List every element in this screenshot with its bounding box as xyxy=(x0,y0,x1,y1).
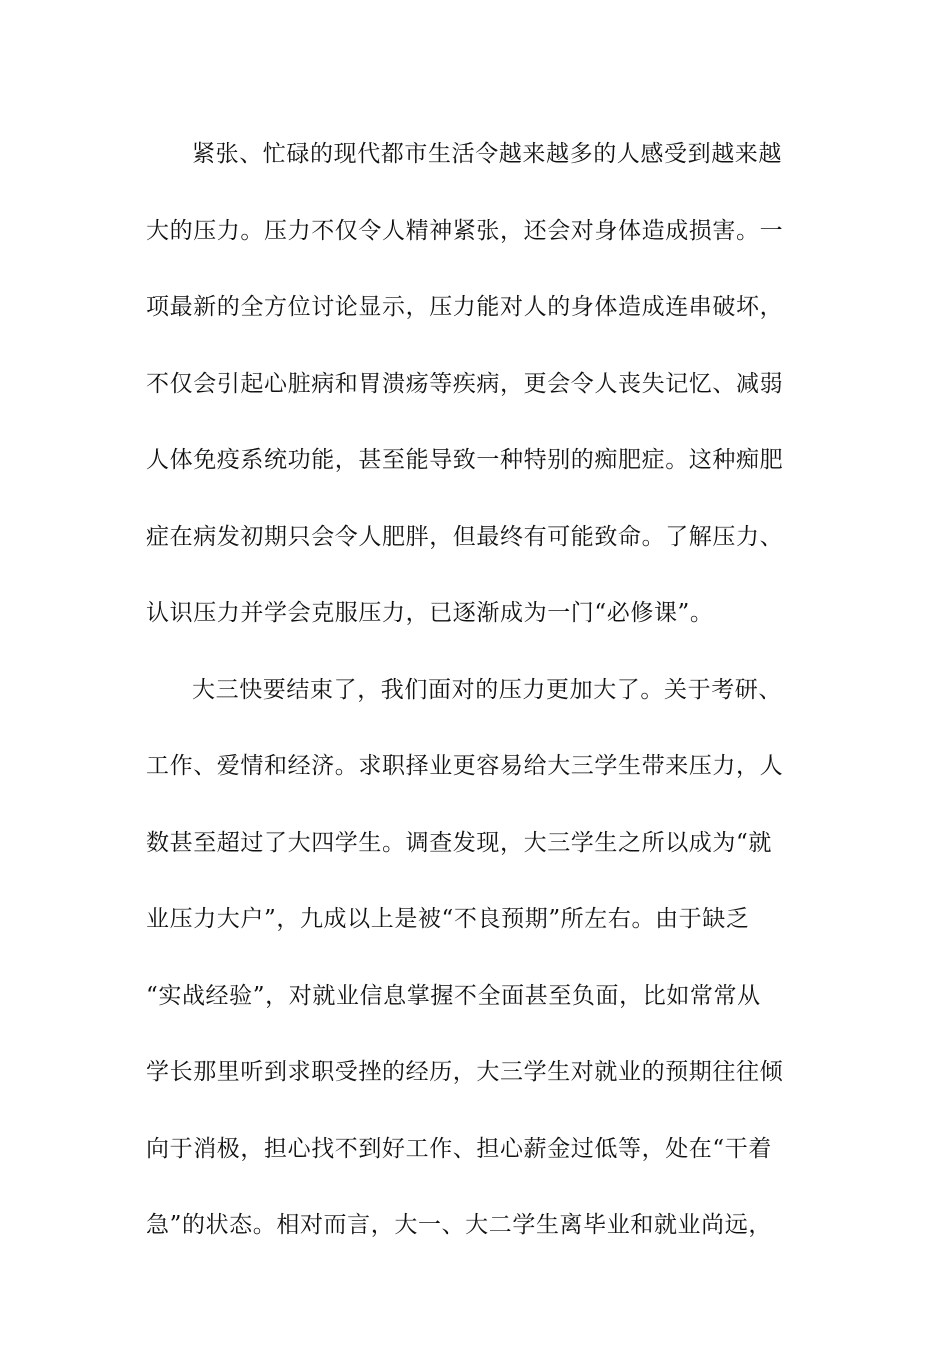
paragraph-line: 业压力大户”，九成以上是被“不良预期”所左右。由于缺乏 xyxy=(146,893,806,970)
paragraph-line: 症在病发初期只会令人肥胖，但最终有可能致命。了解压力、 xyxy=(146,511,806,588)
document-body xyxy=(146,128,806,1352)
paragraph-line: 急”的状态。相对而言，大一、大二学生离毕业和就业尚远， xyxy=(146,1199,806,1276)
paragraph-stress-intro xyxy=(146,128,806,664)
paragraph-line: 大三快要结束了，我们面对的压力更加大了。关于考研、 xyxy=(146,664,806,741)
paragraph-line: “实战经验”，对就业信息掌握不全面甚至负面，比如常常从 xyxy=(146,970,806,1047)
paragraph-junior-year xyxy=(146,664,806,1352)
paragraph-line: 认识压力并学会克服压力，已逐渐成为一门“必修课”。 xyxy=(146,587,806,664)
paragraph-line: 项最新的全方位讨论显示，压力能对人的身体造成连串破坏， xyxy=(146,281,806,358)
paragraph-line: 紧张、忙碌的现代都市生活令越来越多的人感受到越来越 xyxy=(146,128,806,205)
paragraph-line: 不仅会引起心脏病和胃溃疡等疾病，更会令人丧失记忆、减弱 xyxy=(146,358,806,435)
paragraph-line: 学长那里听到求职受挫的经历，大三学生对就业的预期往往倾 xyxy=(146,1046,806,1123)
paragraph-line: 人体免疫系统功能，甚至能导致一种特别的痴肥症。这种痴肥 xyxy=(146,434,806,511)
paragraph-line: 大的压力。压力不仅令人精神紧张，还会对身体造成损害。一 xyxy=(146,205,806,282)
paragraph-line: 数甚至超过了大四学生。调查发现，大三学生之所以成为“就 xyxy=(146,817,806,894)
paragraph-line: 工作、爱情和经济。求职择业更容易给大三学生带来压力，人 xyxy=(146,740,806,817)
paragraph-line xyxy=(146,1276,806,1352)
paragraph-line: 向于消极，担心找不到好工作、担心薪金过低等，处在“干着 xyxy=(146,1123,806,1200)
